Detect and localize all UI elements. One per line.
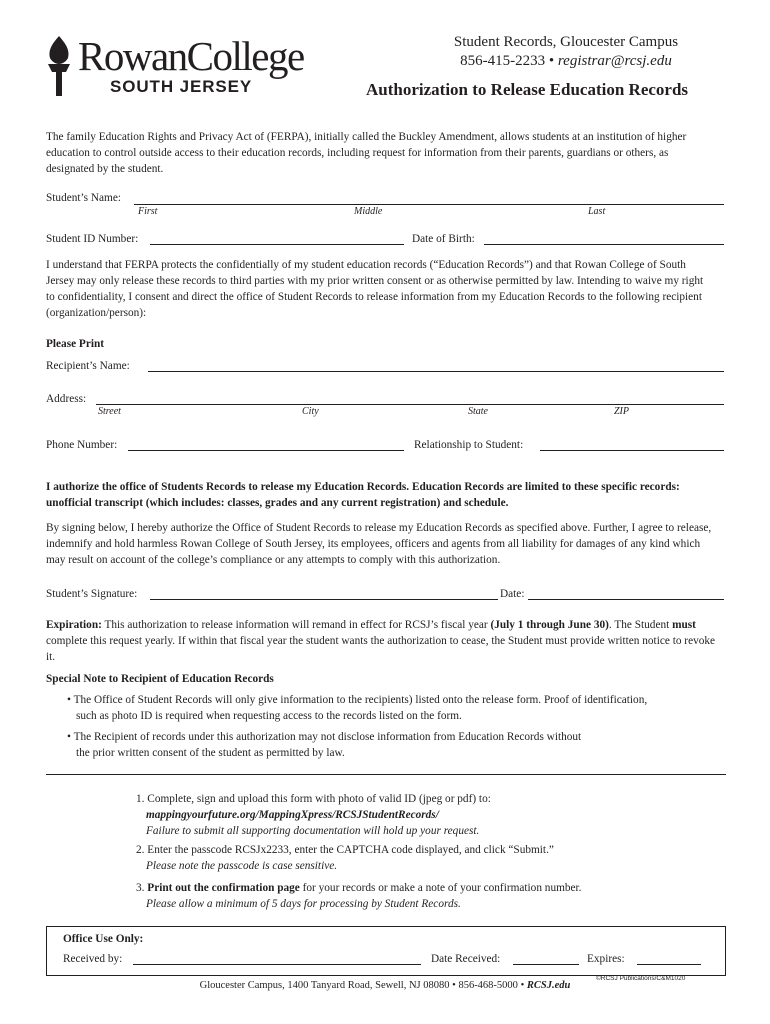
expires-label: Expires: <box>587 953 625 965</box>
step-1-text: 1. Complete, sign and upload this form with photo of valid ID (jpeg or pdf) to: <box>136 793 491 805</box>
relationship-field[interactable] <box>540 450 724 451</box>
student-name-field[interactable] <box>134 204 724 205</box>
signature-date-field[interactable] <box>528 599 724 600</box>
section-divider <box>46 774 726 775</box>
street-caption: Street <box>98 406 121 417</box>
step-2-text: 2. Enter the passcode RCSJx2233, enter the CAPTCHA code displayed, and click “Submit.” <box>136 844 554 856</box>
footer <box>0 980 770 991</box>
phone-field[interactable] <box>128 450 404 451</box>
special-note-bullet-2: • The Recipient of records under this authorization may not disclose information from Education Records without the prior written consent of the student as permitted by law. <box>67 731 582 759</box>
office-email: registrar@rcsj.edu <box>557 53 672 69</box>
special-note-bullet-1: • The Office of Student Records will only give information to the recipients) listed onto the release form. Proof of identification, such as photo ID is required when requesting access to the records listed on the form. <box>67 694 648 722</box>
step-1-note: Failure to submit all supporting documentation will hold up your request. <box>146 825 480 837</box>
footer-address: Gloucester Campus, 1400 Tanyard Road, Sewell, NJ 08080 <box>199 980 450 991</box>
student-id-field[interactable] <box>150 244 404 245</box>
step-2-note: Please note the passcode is case sensitive. <box>146 860 338 872</box>
date-received-field[interactable] <box>513 964 579 965</box>
must-emphasis: must <box>672 619 696 631</box>
expiration-label: Expiration: <box>46 619 102 631</box>
step-3-number: 3. <box>136 882 148 894</box>
date-received-label: Date Received: <box>431 953 501 965</box>
step-1 <box>136 791 696 839</box>
relationship-label: Relationship to Student: <box>414 439 524 451</box>
first-name-caption: First <box>138 206 158 217</box>
step-2 <box>136 842 696 874</box>
address-label: Address: <box>46 393 87 405</box>
expiration-paragraph <box>46 617 716 665</box>
signature-field[interactable] <box>150 599 498 600</box>
logo-wordmark: RowanCollege <box>78 33 304 79</box>
signature-date-label: Date: <box>500 588 525 600</box>
phone-label: Phone Number: <box>46 439 118 451</box>
office-use-box <box>46 926 726 976</box>
footer-separator-1: • <box>452 980 456 991</box>
expiration-text-2: . The Student <box>608 619 673 631</box>
agreement-paragraph: By signing below, I hereby authorize the Office of Student Records to release my Education Records as specified above. Further, I agree to release, indemnify and hold harmless Rowan College of South Jersey, its employees, officers and agents from all liability for damages of any kind which may result on account of the college’s compliance or any attempts to comply with this authorization. <box>46 522 712 566</box>
received-by-field[interactable] <box>133 964 421 965</box>
step-3-rest: for your records or make a note of your confirmation number. <box>299 882 582 894</box>
torch-icon <box>44 34 74 98</box>
office-phone: 856-415-2233 <box>460 53 546 69</box>
logo-subtitle: SOUTH JERSEY <box>110 77 253 96</box>
footer-phone: 856-468-5000 <box>458 980 518 991</box>
recipient-name-label: Recipient’s Name: <box>46 360 130 372</box>
student-id-label: Student ID Number: <box>46 233 139 245</box>
authorization-statement: I authorize the office of Students Records to release my Education Records. Education Records are limited to these specific records: unofficial transcript (which includes: classes, grades and any current registration) and schedule. <box>46 481 680 509</box>
publication-code: ©RCSJ Publications/C&M1020 <box>596 975 686 982</box>
footer-website[interactable]: RCSJ.edu <box>526 980 571 991</box>
expiration-text-3: complete this request yearly. If within that fiscal year the student wants the authorization to cease, the Student must provide written notice to revoke it. <box>46 635 716 663</box>
expires-field[interactable] <box>637 964 701 965</box>
dob-label: Date of Birth: <box>412 233 475 245</box>
special-note-heading: Special Note to Recipient of Education Records <box>46 673 274 685</box>
please-print-heading: Please Print <box>46 338 105 350</box>
office-contact <box>400 52 732 71</box>
footer-separator-2: • <box>520 980 525 991</box>
signature-label: Student’s Signature: <box>46 588 138 600</box>
received-by-label: Received by: <box>63 953 123 965</box>
dob-field[interactable] <box>484 244 724 245</box>
step-3-note: Please allow a minimum of 5 days for processing by Student Records. <box>146 898 461 910</box>
middle-name-caption: Middle <box>354 206 383 217</box>
expiration-text-1: This authorization to release information will remand in effect for RCSJ’s fiscal year <box>101 619 491 631</box>
step-3-text <box>136 880 696 896</box>
last-name-caption: Last <box>588 206 606 217</box>
state-caption: State <box>468 406 488 417</box>
step-3-emphasis: Print out the confirmation page <box>147 882 300 894</box>
page-title: Authorization to Release Education Records <box>366 80 689 99</box>
fiscal-period: (July 1 through June 30) <box>490 619 609 631</box>
student-name-label: Student’s Name: <box>46 192 121 204</box>
address-field[interactable] <box>96 404 724 405</box>
ferpa-statement: I understand that FERPA protects the confidentially of my student education records (“Education Records”) and that Rowan College of South Jersey may only release these records to third parties with my prior written consent or as otherwise permitted by law. Intending to waive my right to confidentiality, I consent and direct the office of Student Records to release information from my Education Records to the following recipient (organization/person): <box>46 259 704 319</box>
recipient-name-field[interactable] <box>148 371 724 372</box>
college-logo <box>44 34 324 98</box>
step-3 <box>136 880 696 912</box>
zip-caption: ZIP <box>614 406 629 417</box>
intro-paragraph: The family Education Rights and Privacy Act of (FERPA), initially called the Buckley Amendment, allows students at an institution of higher education to control outside access to their education records, including request for information from their parents, guardians or others, as designated by the student. <box>46 131 687 175</box>
upload-link[interactable]: mappingyourfuture.org/MappingXpress/RCSJStudentRecords/ <box>146 809 439 821</box>
city-caption: City <box>302 406 319 417</box>
office-name: Student Records, Gloucester Campus <box>453 34 679 50</box>
separator-dot: • <box>548 53 555 69</box>
office-use-heading: Office Use Only: <box>63 933 144 945</box>
